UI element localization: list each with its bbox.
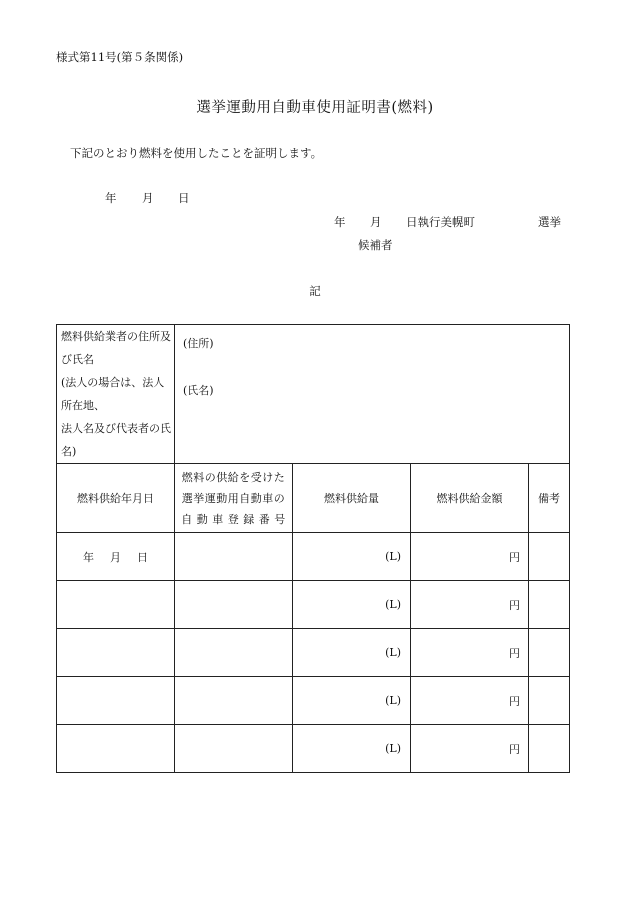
remarks-cell[interactable] — [529, 533, 570, 581]
fuel-usage-table — [56, 324, 570, 773]
candidate-label: 候補者 — [358, 238, 393, 252]
election-day-place-label: 日執行美幌町 — [406, 215, 475, 229]
table-row — [57, 677, 570, 725]
form-number: 様式第11号(第５条関係) — [56, 50, 184, 64]
header-vehicle-line: 燃料の供給を受けた — [181, 470, 286, 484]
remarks-cell[interactable] — [529, 581, 570, 629]
header-vehicle-registration — [175, 464, 293, 533]
fuel-quantity-cell[interactable]: (L) — [293, 629, 411, 677]
fuel-amount-cell[interactable]: 円 — [411, 629, 529, 677]
column-header-row — [57, 464, 570, 533]
remarks-cell[interactable] — [529, 725, 570, 773]
supplier-label-line: 法人名及び代表者の氏名) — [61, 422, 171, 458]
vehicle-number-cell[interactable] — [175, 581, 293, 629]
header-remarks: 備考 — [529, 464, 570, 533]
supplier-row — [57, 325, 570, 464]
header-fuel-amount: 燃料供給金額 — [411, 464, 529, 533]
ki-heading: 記 — [309, 284, 321, 298]
supplier-label-line: 燃料供給業者の住所及び氏名 — [61, 330, 171, 366]
fuel-amount-cell[interactable]: 円 — [411, 581, 529, 629]
header-vehicle-line: 自 動 車 登 録 番 号 — [181, 512, 286, 526]
header-fuel-quantity: 燃料供給量 — [293, 464, 411, 533]
remarks-cell[interactable] — [529, 677, 570, 725]
header-vehicle-line: 選挙運動用自動車の — [181, 491, 286, 505]
supplier-address-label: (住所) — [183, 337, 214, 350]
fuel-amount-cell[interactable]: 円 — [411, 533, 529, 581]
row-month-label: 月 — [110, 550, 121, 564]
vehicle-number-cell[interactable] — [175, 533, 293, 581]
document-title: 選挙運動用自動車使用証明書(燃料) — [196, 100, 434, 116]
supplier-value-cell[interactable] — [175, 325, 570, 464]
supply-date-cell[interactable] — [57, 533, 175, 581]
certification-statement: 下記のとおり燃料を使用したことを証明します。 — [70, 146, 323, 160]
supply-date-cell[interactable] — [57, 725, 175, 773]
table-row — [57, 629, 570, 677]
date-day-label: 日 — [178, 191, 190, 205]
row-year-label: 年 — [83, 550, 94, 564]
supplier-name-label: (氏名) — [183, 384, 214, 397]
table-row — [57, 725, 570, 773]
supply-date-cell[interactable] — [57, 677, 175, 725]
row-day-label: 日 — [137, 550, 148, 564]
fuel-quantity-cell[interactable]: (L) — [293, 533, 411, 581]
fuel-amount-cell[interactable]: 円 — [411, 725, 529, 773]
vehicle-number-cell[interactable] — [175, 725, 293, 773]
election-month-label: 月 — [370, 215, 382, 229]
fuel-amount-cell[interactable]: 円 — [411, 677, 529, 725]
supplier-label-line: (法人の場合は、法人所在地、 — [61, 376, 165, 412]
fuel-quantity-cell[interactable]: (L) — [293, 725, 411, 773]
election-year-label: 年 — [334, 215, 346, 229]
supply-date-cell[interactable] — [57, 629, 175, 677]
remarks-cell[interactable] — [529, 629, 570, 677]
header-supply-date: 燃料供給年月日 — [57, 464, 175, 533]
election-type-label: 選挙 — [538, 215, 561, 229]
fuel-quantity-cell[interactable]: (L) — [293, 581, 411, 629]
table-row — [57, 533, 570, 581]
fuel-quantity-cell[interactable]: (L) — [293, 677, 411, 725]
vehicle-number-cell[interactable] — [175, 629, 293, 677]
supplier-label-cell — [57, 325, 175, 464]
date-year-label: 年 — [105, 191, 117, 205]
table-row — [57, 581, 570, 629]
vehicle-number-cell[interactable] — [175, 677, 293, 725]
date-month-label: 月 — [142, 191, 154, 205]
supply-date-cell[interactable] — [57, 581, 175, 629]
